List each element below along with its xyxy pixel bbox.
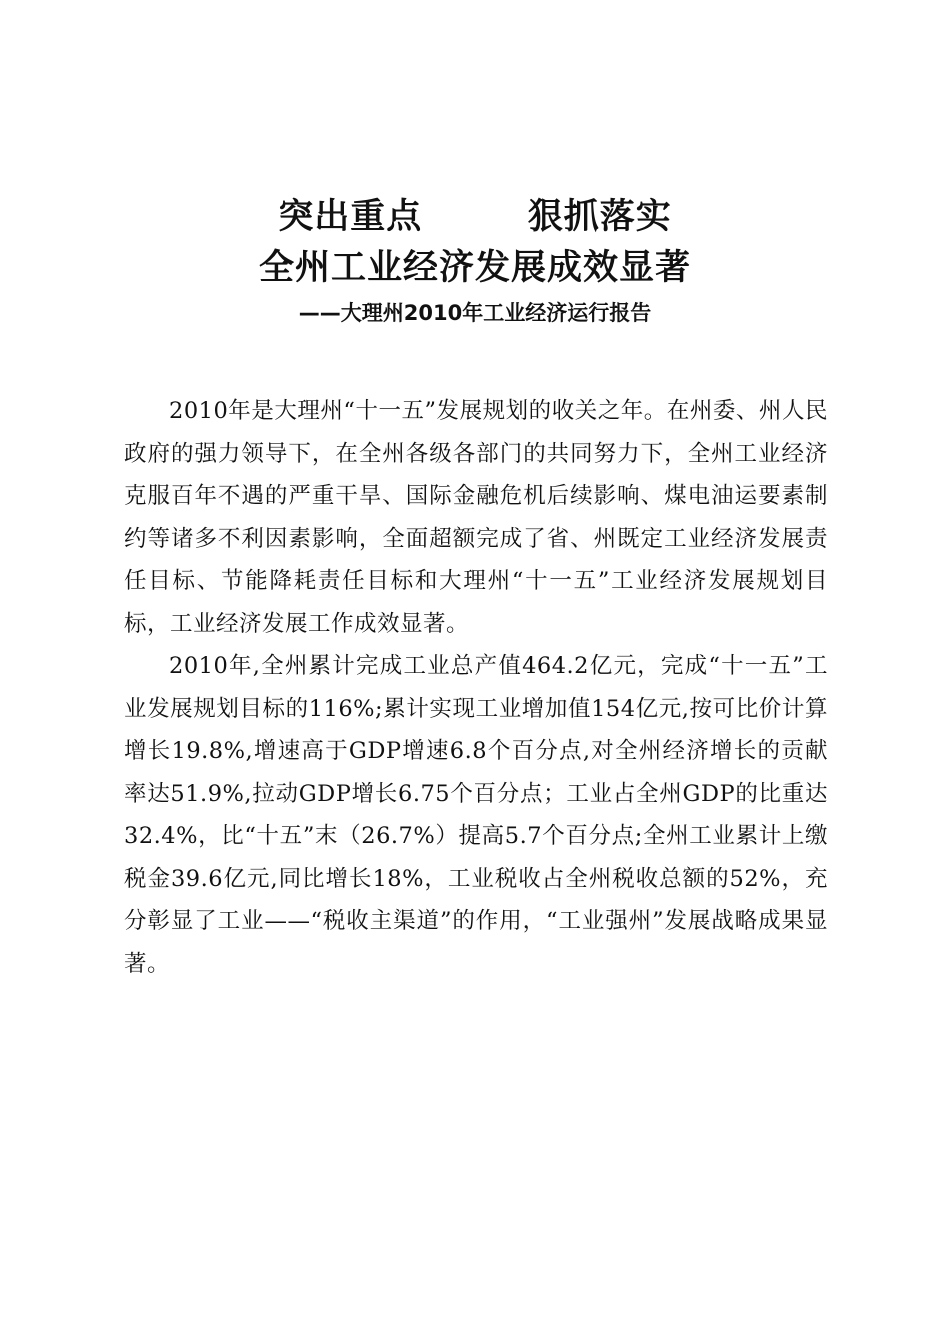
paragraph-statistics: 2010年,全州累计完成工业总产值464.2亿元，完成“十一五”工业发展规划目标的116%;累计实现工业增加值154亿元,按可比价计算增长19.8%,增速高于GDP增速6.8个百分点,对全州经济增长的贡献率达51.9%,拉动GDP增长6.75个百分点；工业占全州GDP的比重达32.4%，比“十五”末（26.7%）提高5.7个百分点;全州工业累计上缴税金39.6亿元,同比增长18%，工业税收占全州税收总额的52%，充分彰显了工业——“税收主渠道”的作用，“工业强州”发展战略成果显著。: [124, 653, 828, 977]
subtitle: ——大理州2010年工业经济运行报告: [298, 301, 652, 325]
title-block: [0, 192, 950, 330]
report-body: [124, 390, 828, 985]
main-title-line-2: 全州工业经济发展成效显著: [258, 248, 691, 288]
main-title-line-1: 突出重点 狠抓落实: [278, 197, 672, 237]
paragraph-intro: 2010年是大理州“十一五”发展规划的收关之年。在州委、州人民政府的强力领导下，在全州各级各部门的共同努力下，全州工业经济克服百年不遇的严重干旱、国际金融危机后续影响、煤电油运要素制约等诸多不利因素影响，全面超额完成了省、州既定工业经济发展责任目标、节能降耗责任目标和大理州“十一五”工业经济发展规划目标，工业经济发展工作成效显著。: [124, 398, 828, 637]
